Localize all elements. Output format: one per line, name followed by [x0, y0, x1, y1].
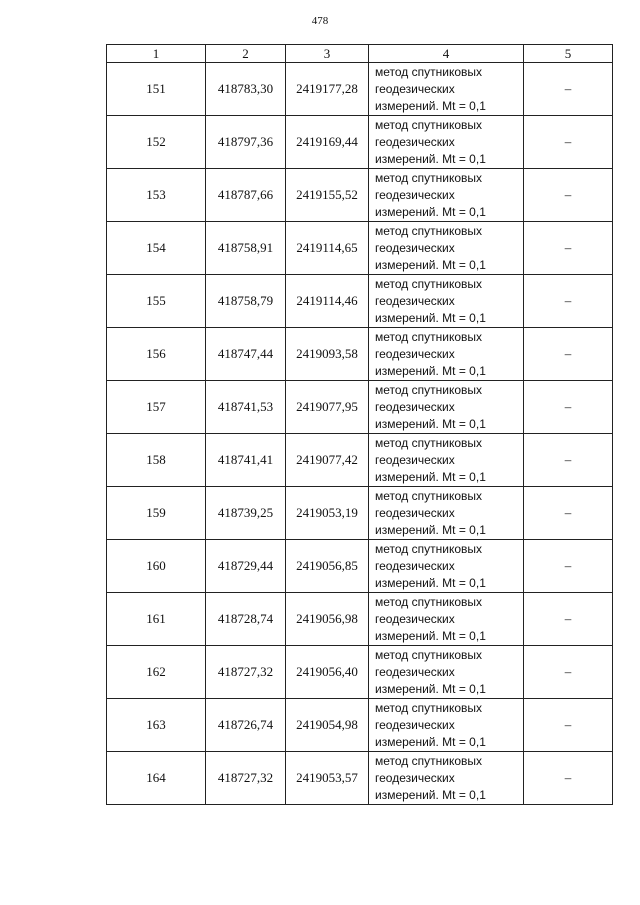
x-coordinate-cell: 418783,30 [206, 63, 286, 116]
y-coordinate-cell: 2419077,95 [286, 381, 369, 434]
table-row [107, 275, 613, 328]
method-line: измерений. Mt = 0,1 [375, 734, 486, 749]
header-col-1: 1 [107, 45, 206, 63]
method-line: метод спутниковых [375, 700, 483, 715]
page-number: 478 [311, 15, 329, 27]
column-5-cell: – [524, 540, 613, 593]
method-line: измерений. Mt = 0,1 [375, 204, 486, 219]
table-row [107, 63, 613, 116]
column-5-cell: – [524, 169, 613, 222]
table-row [107, 540, 613, 593]
method-line: метод спутниковых [375, 647, 483, 662]
x-coordinate-cell: 418758,79 [206, 275, 286, 328]
method-cell [369, 540, 524, 593]
method-line: измерений. Mt = 0,1 [375, 257, 486, 272]
x-coordinate-cell: 418787,66 [206, 169, 286, 222]
y-coordinate-cell: 2419114,46 [286, 275, 369, 328]
method-line: измерений. Mt = 0,1 [375, 628, 486, 643]
method-line: метод спутниковых [375, 276, 483, 291]
method-line: измерений. Mt = 0,1 [375, 575, 486, 590]
column-5-cell: – [524, 699, 613, 752]
y-coordinate-cell: 2419056,85 [286, 540, 369, 593]
y-coordinate-cell: 2419114,65 [286, 222, 369, 275]
method-cell [369, 328, 524, 381]
method-line: геодезических [375, 770, 455, 785]
column-5-cell: – [524, 275, 613, 328]
x-coordinate-cell: 418728,74 [206, 593, 286, 646]
method-cell [369, 275, 524, 328]
method-line: измерений. Mt = 0,1 [375, 787, 486, 802]
x-coordinate-cell: 418727,32 [206, 752, 286, 805]
y-coordinate-cell: 2419169,44 [286, 116, 369, 169]
method-line: геодезических [375, 558, 455, 573]
table-row [107, 116, 613, 169]
point-number-cell: 153 [107, 169, 206, 222]
y-coordinate-cell: 2419056,98 [286, 593, 369, 646]
method-line: геодезических [375, 187, 455, 202]
method-line: метод спутниковых [375, 753, 483, 768]
method-line: геодезических [375, 717, 455, 732]
column-5-cell: – [524, 63, 613, 116]
x-coordinate-cell: 418726,74 [206, 699, 286, 752]
method-cell [369, 169, 524, 222]
point-number-cell: 163 [107, 699, 206, 752]
y-coordinate-cell: 2419155,52 [286, 169, 369, 222]
point-number-cell: 154 [107, 222, 206, 275]
column-5-cell: – [524, 646, 613, 699]
method-line: измерений. Mt = 0,1 [375, 469, 486, 484]
method-line: метод спутниковых [375, 382, 483, 397]
column-5-cell: – [524, 116, 613, 169]
method-cell [369, 434, 524, 487]
column-5-cell: – [524, 328, 613, 381]
method-line: геодезических [375, 505, 455, 520]
method-line: измерений. Mt = 0,1 [375, 522, 486, 537]
method-line: метод спутниковых [375, 117, 483, 132]
column-5-cell: – [524, 222, 613, 275]
method-line: метод спутниковых [375, 223, 483, 238]
point-number-cell: 159 [107, 487, 206, 540]
method-cell [369, 752, 524, 805]
point-number-cell: 160 [107, 540, 206, 593]
method-line: геодезических [375, 452, 455, 467]
method-line: метод спутниковых [375, 594, 483, 609]
x-coordinate-cell: 418747,44 [206, 328, 286, 381]
point-number-cell: 158 [107, 434, 206, 487]
method-cell [369, 699, 524, 752]
x-coordinate-cell: 418729,44 [206, 540, 286, 593]
table-row [107, 699, 613, 752]
method-line: метод спутниковых [375, 170, 483, 185]
header-col-4: 4 [369, 45, 524, 63]
table-body [107, 63, 613, 805]
table-row [107, 752, 613, 805]
x-coordinate-cell: 418727,32 [206, 646, 286, 699]
method-line: измерений. Mt = 0,1 [375, 310, 486, 325]
method-line: геодезических [375, 346, 455, 361]
method-cell [369, 116, 524, 169]
method-cell [369, 593, 524, 646]
y-coordinate-cell: 2419093,58 [286, 328, 369, 381]
table-row [107, 169, 613, 222]
coordinates-table [106, 44, 613, 805]
table-row [107, 222, 613, 275]
table-row [107, 434, 613, 487]
point-number-cell: 151 [107, 63, 206, 116]
point-number-cell: 161 [107, 593, 206, 646]
table-row [107, 593, 613, 646]
y-coordinate-cell: 2419056,40 [286, 646, 369, 699]
method-line: геодезических [375, 611, 455, 626]
x-coordinate-cell: 418739,25 [206, 487, 286, 540]
header-col-2: 2 [206, 45, 286, 63]
point-number-cell: 162 [107, 646, 206, 699]
point-number-cell: 157 [107, 381, 206, 434]
method-line: измерений. Mt = 0,1 [375, 151, 486, 166]
x-coordinate-cell: 418741,53 [206, 381, 286, 434]
column-5-cell: – [524, 487, 613, 540]
y-coordinate-cell: 2419177,28 [286, 63, 369, 116]
method-cell [369, 646, 524, 699]
point-number-cell: 156 [107, 328, 206, 381]
column-5-cell: – [524, 593, 613, 646]
table-row [107, 381, 613, 434]
table-row [107, 646, 613, 699]
table-row [107, 487, 613, 540]
column-5-cell: – [524, 434, 613, 487]
header-col-3: 3 [286, 45, 369, 63]
y-coordinate-cell: 2419077,42 [286, 434, 369, 487]
method-cell [369, 222, 524, 275]
method-cell [369, 487, 524, 540]
method-line: геодезических [375, 293, 455, 308]
point-number-cell: 164 [107, 752, 206, 805]
method-cell [369, 63, 524, 116]
method-line: измерений. Mt = 0,1 [375, 98, 486, 113]
column-5-cell: – [524, 381, 613, 434]
method-line: геодезических [375, 81, 455, 96]
point-number-cell: 155 [107, 275, 206, 328]
y-coordinate-cell: 2419053,19 [286, 487, 369, 540]
method-line: измерений. Mt = 0,1 [375, 681, 486, 696]
x-coordinate-cell: 418797,36 [206, 116, 286, 169]
y-coordinate-cell: 2419054,98 [286, 699, 369, 752]
method-line: метод спутниковых [375, 64, 483, 79]
column-5-cell: – [524, 752, 613, 805]
method-line: геодезических [375, 664, 455, 679]
method-line: метод спутниковых [375, 435, 483, 450]
table-header-row [107, 45, 613, 63]
point-number-cell: 152 [107, 116, 206, 169]
method-line: измерений. Mt = 0,1 [375, 416, 486, 431]
method-line: метод спутниковых [375, 488, 483, 503]
method-line: метод спутниковых [375, 541, 483, 556]
method-line: геодезических [375, 134, 455, 149]
method-line: измерений. Mt = 0,1 [375, 363, 486, 378]
x-coordinate-cell: 418741,41 [206, 434, 286, 487]
method-line: метод спутниковых [375, 329, 483, 344]
y-coordinate-cell: 2419053,57 [286, 752, 369, 805]
header-col-5: 5 [524, 45, 613, 63]
x-coordinate-cell: 418758,91 [206, 222, 286, 275]
method-line: геодезических [375, 240, 455, 255]
method-line: геодезических [375, 399, 455, 414]
method-cell [369, 381, 524, 434]
table-row [107, 328, 613, 381]
